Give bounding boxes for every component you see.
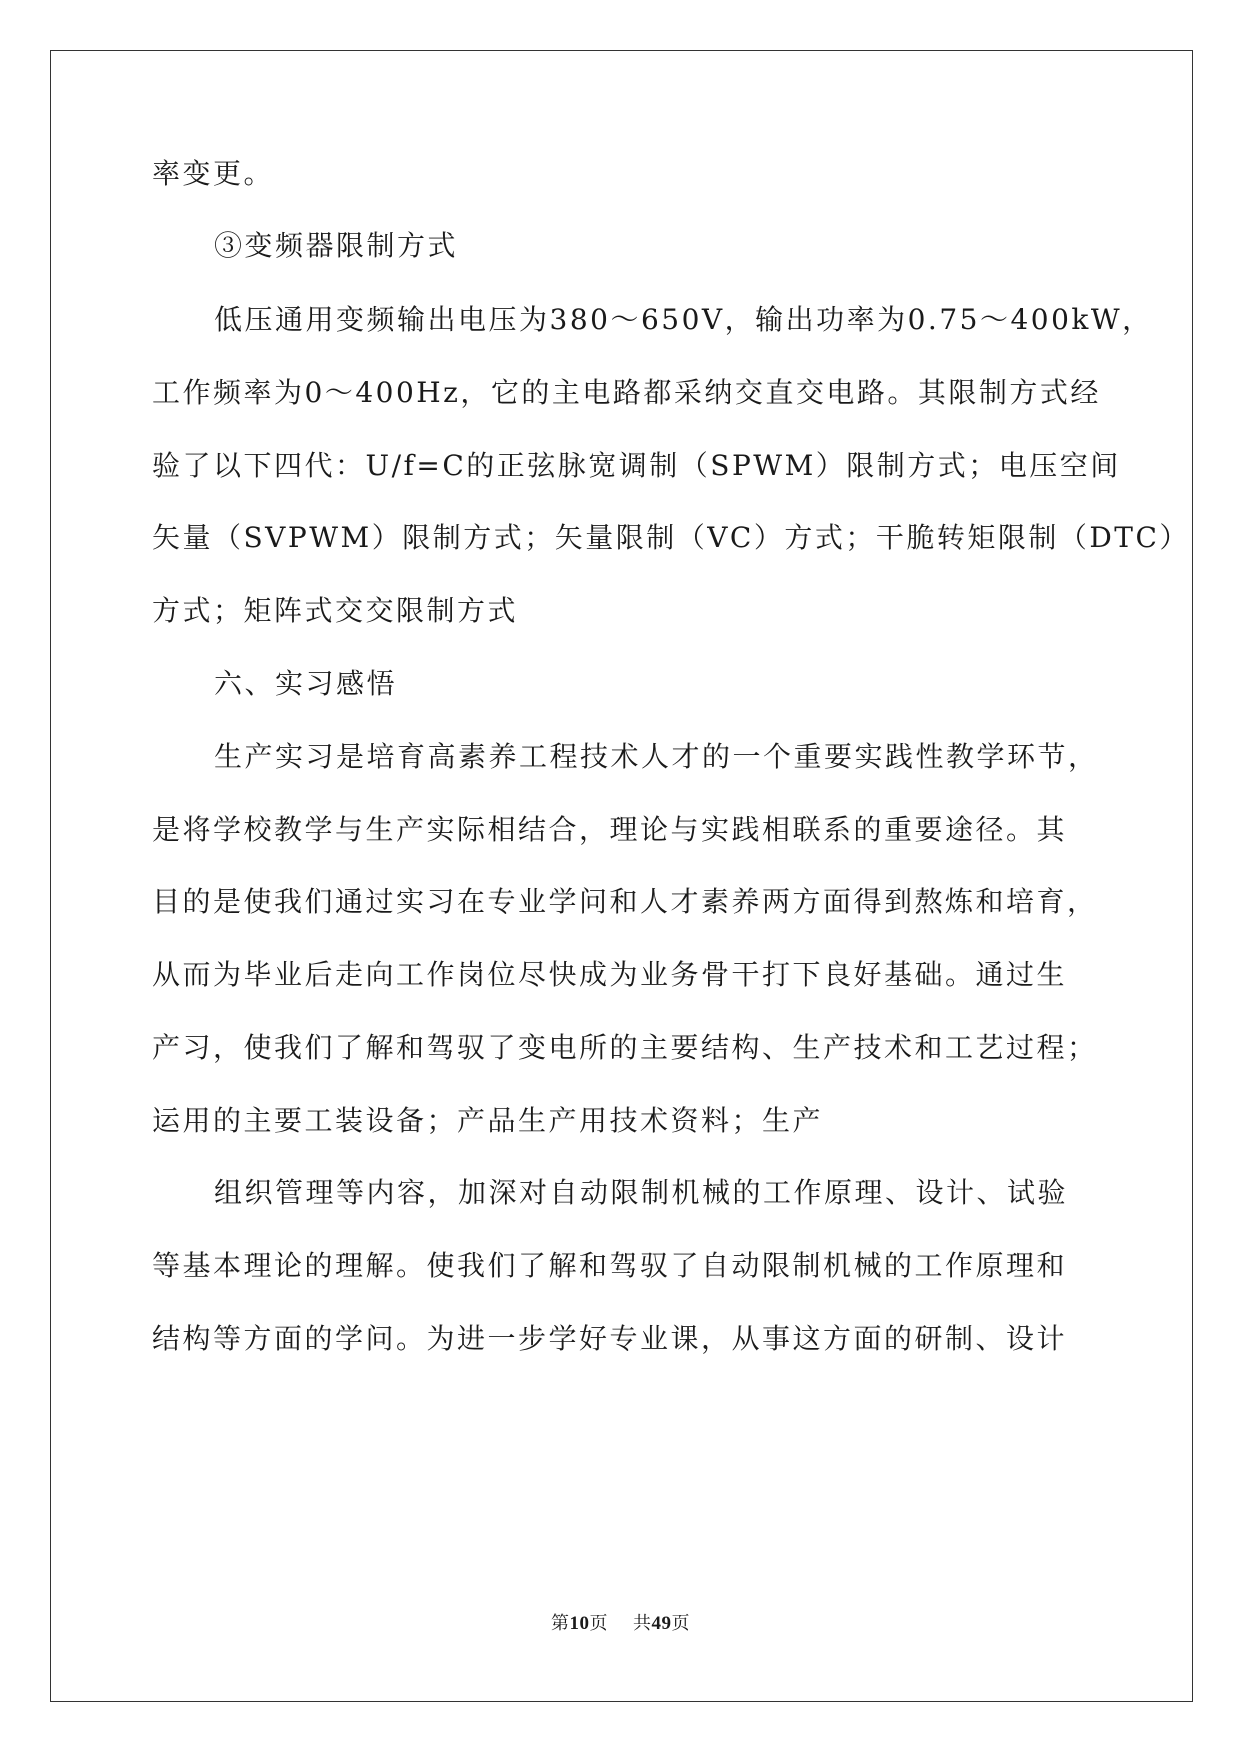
text-line: 从而为毕业后走向工作岗位尽快成为业务骨干打下良好基础。通过生	[152, 958, 1068, 991]
text-line: 方式；矩阵式交交限制方式	[152, 594, 519, 627]
text-line: 等基本理论的理解。使我们了解和驾驭了自动限制机械的工作原理和	[152, 1249, 1068, 1282]
text-line: 是将学校教学与生产实际相结合，理论与实践相联系的重要途径。其	[152, 813, 1068, 846]
text-line: 组织管理等内容，加深对自动限制机械的工作原理、设计、试验	[214, 1176, 1069, 1209]
text-line: 产习，使我们了解和驾驭了变电所的主要结构、生产技术和工艺过程；	[152, 1031, 1098, 1064]
page-footer	[0, 1612, 1241, 1636]
text-line: 工作频率为0～400Hz，它的主电路都采纳交直交电路。其限制方式经	[152, 376, 1101, 409]
section-heading: ③变频器限制方式	[214, 229, 459, 262]
text-line: 生产实习是培育高素养工程技术人才的一个重要实践性教学环节，	[214, 740, 1099, 773]
text-line: 矢量（SVPWM）限制方式；矢量限制（VC）方式；干脆转矩限制（DTC）	[152, 521, 1190, 554]
total-suffix: 页	[671, 1613, 690, 1634]
text-line: 验了以下四代：U/f=C的正弦脉宽调制（SPWM）限制方式；电压空间	[152, 449, 1121, 482]
page-suffix: 页	[589, 1613, 609, 1634]
text-line: 运用的主要工装设备；产品生产用技术资料；生产	[152, 1104, 824, 1137]
page-border	[50, 50, 1193, 1702]
text-line: 结构等方面的学问。为进一步学好专业课，从事这方面的研制、设计	[152, 1322, 1068, 1355]
page-number: 10	[569, 1613, 590, 1634]
text-line: 率变更。	[152, 157, 275, 190]
text-line: 低压通用变频输出电压为380～650V，输出功率为0.75～400kW，	[214, 303, 1153, 336]
section-heading: 六、实习感悟	[214, 667, 398, 700]
page-prefix: 第	[551, 1613, 570, 1634]
total-pages: 49	[651, 1613, 672, 1634]
total-prefix: 共	[632, 1613, 652, 1634]
text-line: 目的是使我们通过实习在专业学问和人才素养两方面得到熬炼和培育，	[152, 885, 1098, 918]
